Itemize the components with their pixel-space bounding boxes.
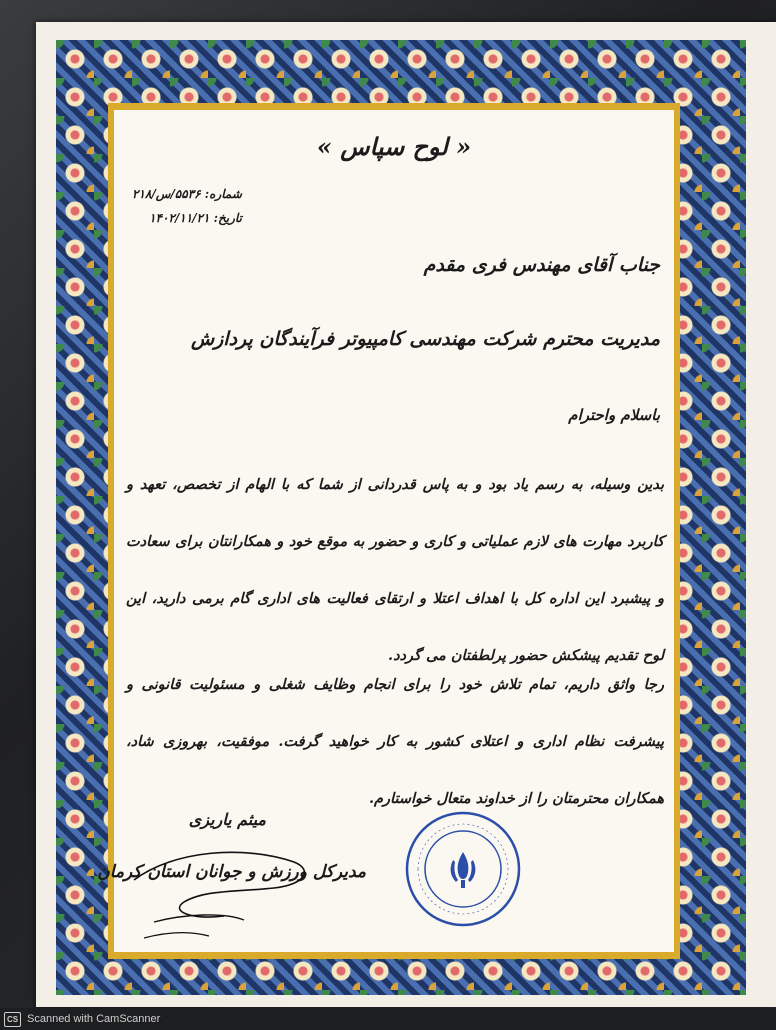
body-paragraph-2: رجا واثق داریم، تمام تلاش خود را برای انجام وظایف شغلی و مسئولیت قانونی و پیشرفت نظام اداری و اعتلای کشور به کار خواهید گرفت. موفقیت، بهروزی شاد، همکاران محترمتان را از خداوند متعال خواستارم.	[126, 676, 664, 807]
certificate-content	[97, 110, 674, 952]
greeting: باسلام واحترام	[568, 406, 660, 424]
reference-date: تاریخ: ۱۴۰۲/۱۱/۲۱	[149, 211, 242, 225]
reference-number: شماره: ۵۵۳۶/س/۲۱۸	[132, 187, 242, 201]
camscanner-logo-icon: CS	[4, 1012, 21, 1027]
signer-name: میثم یاریزی	[188, 810, 266, 829]
body-paragraph-1: بدین وسیله، به رسم یاد بود و به پاس قدردانی از شما که با الهام از تخصص، تعهد و کاربرد مهارت های لازم عملیاتی و کاری و حضور به موقع خود و همکارانتان برای سعادت و پیشبرد این اداره کل با اهداف اعتلا و ارتقای فعالیت های اداری گام برمی دارید، این لوح تقدیم پیشکش حضور پرلطفتان می گردد.	[126, 476, 664, 664]
certificate-title: « لوح سپاس »	[316, 132, 472, 161]
reference-block	[132, 182, 242, 230]
addressee: جناب آقای مهندس فری مقدم	[423, 254, 660, 276]
camscanner-footer	[0, 1008, 776, 1030]
handwritten-signature	[114, 840, 364, 950]
company-name: مدیریت محترم شرکت مهندسی کامپیوتر فرآیندگان پردازش	[190, 328, 660, 350]
camscanner-label: Scanned with CamScanner	[27, 1013, 161, 1025]
iran-emblem-icon	[451, 852, 476, 888]
signer-title: مدیرکل ورزش و جوانان استان کرمان	[97, 862, 366, 882]
official-seal	[404, 810, 522, 928]
